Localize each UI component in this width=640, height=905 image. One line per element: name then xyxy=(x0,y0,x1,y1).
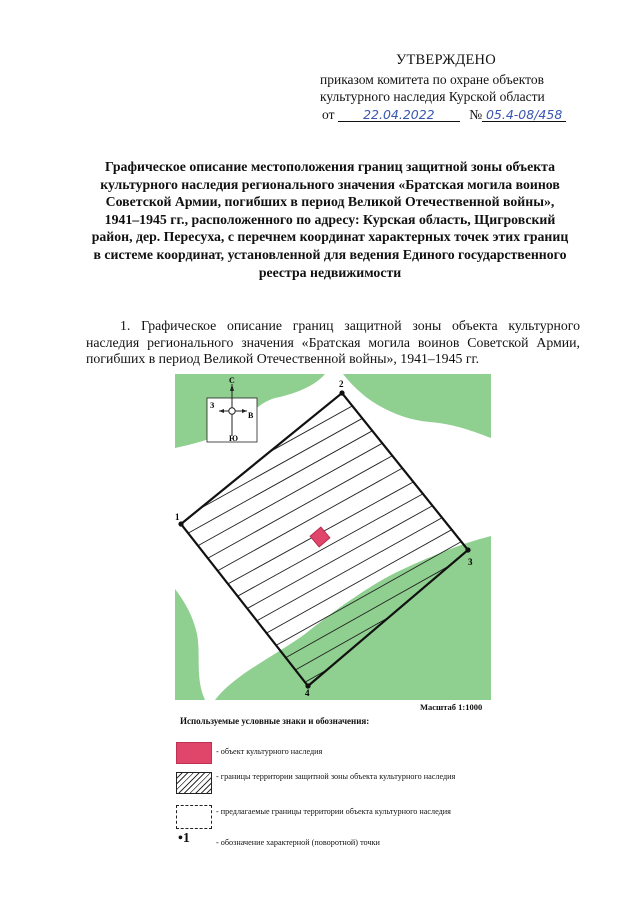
compass-east: В xyxy=(248,411,254,420)
approval-title: УТВЕРЖДЕНО xyxy=(396,52,496,68)
legend-text-proposed-boundary: - предлагаемые границы территории объекта культурного наследия xyxy=(216,807,451,816)
approval-line-1: приказом комитета по охране объектов xyxy=(320,72,544,87)
boundary-map xyxy=(175,374,491,700)
point-2-marker xyxy=(339,390,344,395)
number-field xyxy=(482,108,566,122)
paragraph-text: 1. Графическое описание границ защитной зоны объекта культурного наследия регионального значения «Братская могила воинов Советской Армии, погибших в период Великой Отечественной войны», 1941–1945 гг. xyxy=(86,318,580,366)
legend-item-point xyxy=(176,831,476,854)
map-scale: Масштаб 1:1000 xyxy=(420,702,483,712)
legend-swatch-dashed xyxy=(176,805,212,829)
legend-point-number: 1 xyxy=(182,831,190,846)
legend-item-object xyxy=(176,742,476,764)
date-prefix: от xyxy=(322,107,335,122)
point-4-label: 4 xyxy=(305,688,310,698)
legend-point-symbol: •1 xyxy=(178,831,190,846)
number-value: 05.4-08/458 xyxy=(485,107,563,122)
approval-line-2: культурного наследия Курской области xyxy=(320,89,545,104)
description-paragraph xyxy=(86,318,580,368)
point-1-label: 1 xyxy=(175,512,180,522)
approval-date-number xyxy=(322,107,566,123)
point-3-marker xyxy=(465,547,470,552)
legend-swatch-object xyxy=(176,742,212,764)
date-value: 22.04.2022 xyxy=(363,107,435,122)
legend-item-proposed-boundary xyxy=(176,805,476,829)
point-2-label: 2 xyxy=(339,379,344,389)
compass-west: З xyxy=(210,401,215,410)
legend-swatch-hatch xyxy=(176,772,212,794)
compass-north: С xyxy=(229,376,235,385)
legend-text-point: - обозначение характерной (поворотной) точки xyxy=(216,838,380,847)
date-field xyxy=(338,108,460,122)
number-prefix: № xyxy=(469,107,483,122)
point-1-marker xyxy=(178,521,183,526)
legend-text-object: - объект культурного наследия xyxy=(216,747,323,756)
legend-text-protection-zone: - границы территории защитной зоны объекта культурного наследия xyxy=(216,772,456,781)
legend-item-protection-zone xyxy=(176,772,476,794)
legend-title: Используемые условные знаки и обозначения: xyxy=(180,716,370,726)
document-title: Графическое описание местоположения границ защитной зоны объекта культурного наследия регионального значения «Братская могила воинов Советской Армии, погибших в период Великой Отечественной войны», 1941–1945 гг., расположенного по адресу: Курская область, Щигровский район, дер. Пересуха, с перечнем координат характерных точек этих границ в системе координат, установленной для ведения Единого государственного реестра недвижимости xyxy=(91,159,569,280)
compass-south: Ю xyxy=(229,434,239,443)
point-3-label: 3 xyxy=(468,557,473,567)
